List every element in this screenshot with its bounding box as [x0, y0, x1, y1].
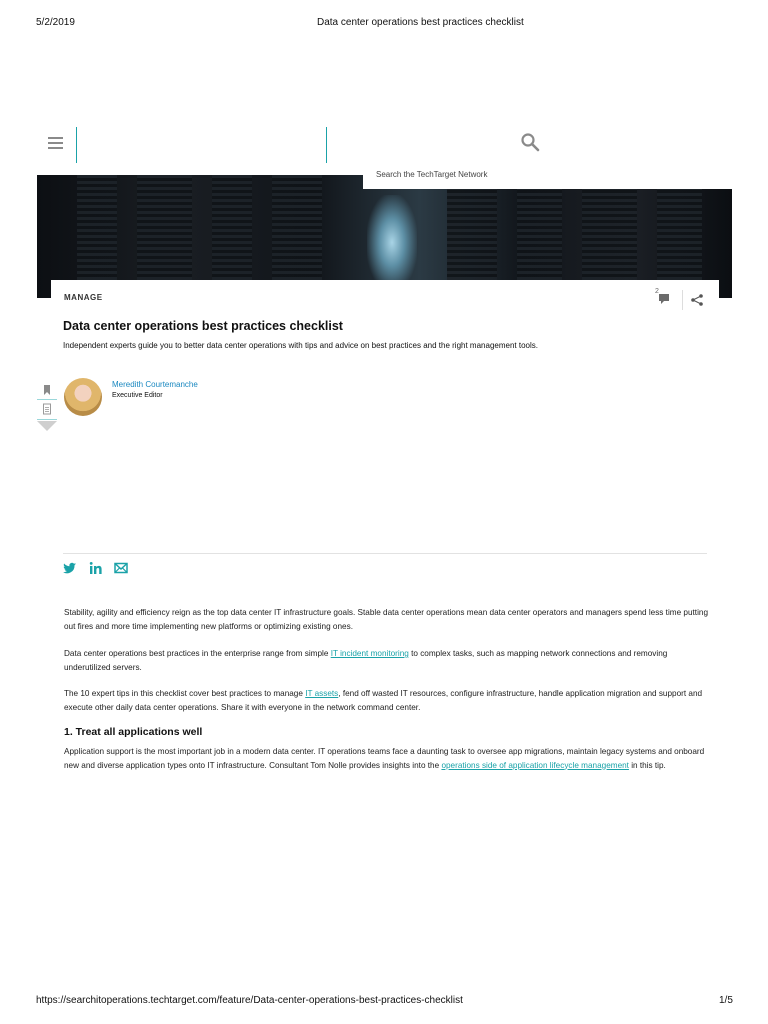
it-assets-link[interactable]: IT assets — [305, 689, 339, 698]
category-label[interactable]: MANAGE — [64, 293, 103, 302]
header-separator — [682, 290, 683, 310]
body-paragraph — [64, 647, 708, 674]
hamburger-menu-icon[interactable] — [48, 136, 64, 150]
paragraph-text: Data center operations best practices in the enterprise range from simple — [64, 649, 331, 658]
it-incident-monitoring-link[interactable]: IT incident monitoring — [330, 649, 409, 658]
linkedin-icon[interactable] — [89, 561, 103, 575]
print-doc-title: Data center operations best practices checklist — [317, 17, 524, 28]
header-divider-left — [76, 127, 77, 163]
search-network-field[interactable]: Search the TechTarget Network — [363, 163, 732, 189]
article-title: Data center operations best practices checklist — [63, 319, 343, 333]
body-paragraph: Stability, agility and efficiency reign as the top data center IT infrastructure goals. Stable data center operations mean data center operators and managers spend less time putting out fires and more time implementing new platforms or optimizing existing ones. — [64, 608, 709, 631]
email-icon[interactable] — [114, 561, 128, 575]
section-heading: 1. Treat all applications well — [64, 726, 203, 738]
article-subtitle: Independent experts guide you to better data center operations with tips and advice on best practices and the right management tools. — [63, 341, 538, 350]
paragraph-text: in this tip. — [628, 760, 666, 770]
search-icon[interactable] — [520, 132, 540, 152]
print-date: 5/2/2019 — [36, 17, 75, 28]
share-divider — [63, 553, 707, 554]
bookmark-icon[interactable] — [42, 384, 52, 396]
header-divider-right — [326, 127, 327, 163]
author-name-link[interactable]: Meredith Courtemanche — [112, 380, 198, 389]
rail-divider — [37, 419, 57, 420]
document-icon[interactable] — [42, 403, 52, 415]
paragraph-text: The 10 expert tips in this checklist cover best practices to manage — [64, 689, 306, 698]
comment-count: 2 — [655, 288, 659, 295]
body-paragraph — [64, 745, 708, 772]
share-icon[interactable] — [690, 293, 704, 307]
paragraph-text: , fend off wasted IT resources, configure infrastructure, handle application migration and support and execute other daily data center operations. Share it with everyone in the network command center. — [64, 689, 703, 712]
application-lifecycle-link[interactable]: operations side of application lifecycle management — [441, 760, 629, 770]
author-role: Executive Editor — [112, 392, 163, 399]
print-url: https://searchitoperations.techtarget.com/feature/Data-center-operations-best-practices-checklist — [36, 995, 463, 1006]
body-paragraph — [64, 687, 708, 714]
rail-collapse-arrow[interactable] — [37, 421, 57, 431]
author-avatar — [64, 378, 102, 416]
print-page-number: 1/5 — [719, 995, 733, 1006]
paragraph-text: Application support is the most important job in a modern data center. IT operations teams face a daunting task to oversee app migrations, maintain legacy systems and onboard new and diverse application types onto IT infrastructure. Consultant Tom Nolle provides insights into the — [64, 747, 705, 770]
comment-icon[interactable] — [655, 290, 673, 306]
twitter-icon[interactable] — [63, 561, 77, 575]
rail-divider — [37, 399, 57, 400]
paragraph-text: to complex tasks, such as mapping network connections and removing underutilized servers. — [64, 649, 668, 672]
